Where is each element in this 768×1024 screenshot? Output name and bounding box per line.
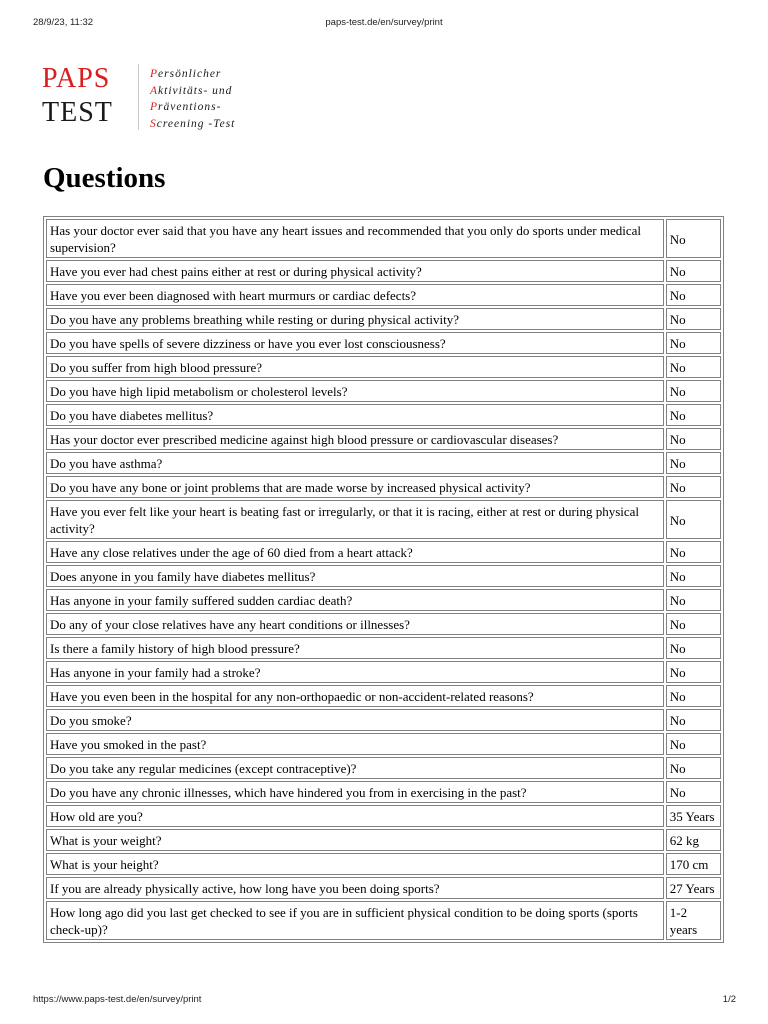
- paps-test-logo: [42, 62, 282, 134]
- logo-wordmark: [42, 62, 130, 132]
- logo-tagline: [150, 66, 290, 132]
- answer-cell: No: [666, 452, 721, 474]
- tagline-line: Persönlicher: [150, 68, 222, 80]
- question-cell: Have you ever been diagnosed with heart murmurs or cardiac defects?: [46, 284, 664, 306]
- answer-cell: No: [666, 685, 721, 707]
- tagline-line: Präventions-: [150, 101, 222, 113]
- table-row: [46, 685, 721, 707]
- table-row: [46, 733, 721, 755]
- page-number: 1/2: [722, 994, 736, 1005]
- footer-url: https://www.paps-test.de/en/survey/print: [33, 994, 202, 1005]
- table-row: [46, 404, 721, 426]
- answer-cell: No: [666, 541, 721, 563]
- answer-cell: No: [666, 589, 721, 611]
- answer-cell: 27 Years: [666, 877, 721, 899]
- table-row: [46, 356, 721, 378]
- answer-cell: No: [666, 637, 721, 659]
- answer-cell: No: [666, 781, 721, 803]
- table-row: [46, 637, 721, 659]
- tagline-line: Screening -Test: [150, 117, 236, 130]
- question-cell: Have you smoked in the past?: [46, 733, 664, 755]
- table-row: [46, 308, 721, 330]
- tagline-line: Aktivitäts- und: [150, 84, 233, 97]
- table-row: [46, 428, 721, 450]
- question-cell: Is there a family history of high blood pressure?: [46, 637, 664, 659]
- answer-cell: No: [666, 476, 721, 498]
- question-cell: Do any of your close relatives have any heart conditions or illnesses?: [46, 613, 664, 635]
- table-row: [46, 219, 721, 258]
- question-cell: Has your doctor ever prescribed medicine against high blood pressure or cardiovascular diseases?: [46, 428, 664, 450]
- answer-cell: No: [666, 661, 721, 683]
- question-cell: What is your weight?: [46, 829, 664, 851]
- question-cell: How old are you?: [46, 805, 664, 827]
- print-datetime: 28/9/23, 11:32: [33, 17, 94, 28]
- answer-cell: No: [666, 757, 721, 779]
- table-row: [46, 565, 721, 587]
- print-footer: [0, 994, 768, 1008]
- question-cell: If you are already physically active, how long have you been doing sports?: [46, 877, 664, 899]
- question-cell: Do you have any chronic illnesses, which have hindered you from in exercising in the past?: [46, 781, 664, 803]
- answer-cell: No: [666, 284, 721, 306]
- question-cell: Do you have asthma?: [46, 452, 664, 474]
- question-cell: Do you have spells of severe dizziness or have you ever lost consciousness?: [46, 332, 664, 354]
- answer-cell: 62 kg: [666, 829, 721, 851]
- table-row: [46, 380, 721, 402]
- questions-table: [43, 216, 724, 943]
- question-cell: Has anyone in your family suffered sudden cardiac death?: [46, 589, 664, 611]
- table-row: [46, 757, 721, 779]
- logo-brand-top: PAPS: [42, 63, 111, 94]
- print-url: paps-test.de/en/survey/print: [325, 17, 443, 28]
- question-cell: Have you even been in the hospital for any non-orthopaedic or non-accident-related reasons?: [46, 685, 664, 707]
- answer-cell: No: [666, 565, 721, 587]
- answer-cell: No: [666, 380, 721, 402]
- table-row: [46, 877, 721, 899]
- table-row: [46, 541, 721, 563]
- logo-divider: [138, 64, 139, 130]
- table-row: [46, 332, 721, 354]
- table-row: [46, 661, 721, 683]
- question-cell: Do you suffer from high blood pressure?: [46, 356, 664, 378]
- table-row: [46, 613, 721, 635]
- question-cell: Has anyone in your family had a stroke?: [46, 661, 664, 683]
- question-cell: Do you have any problems breathing while resting or during physical activity?: [46, 308, 664, 330]
- table-row: [46, 805, 721, 827]
- answer-cell: No: [666, 332, 721, 354]
- table-row: [46, 260, 721, 282]
- question-cell: What is your height?: [46, 853, 664, 875]
- table-row: [46, 589, 721, 611]
- table-row: [46, 284, 721, 306]
- answer-cell: No: [666, 733, 721, 755]
- table-row: [46, 901, 721, 940]
- answer-cell: 1-2 years: [666, 901, 721, 940]
- question-cell: Has your doctor ever said that you have any heart issues and recommended that you only do sports under medical supervision?: [46, 219, 664, 258]
- answer-cell: No: [666, 709, 721, 731]
- question-cell: Do you smoke?: [46, 709, 664, 731]
- table-row: [46, 452, 721, 474]
- answer-cell: No: [666, 260, 721, 282]
- question-cell: Do you have high lipid metabolism or cholesterol levels?: [46, 380, 664, 402]
- question-cell: Do you have any bone or joint problems that are made worse by increased physical activity?: [46, 476, 664, 498]
- table-row: [46, 709, 721, 731]
- answer-cell: 35 Years: [666, 805, 721, 827]
- print-header: [0, 17, 768, 31]
- answer-cell: No: [666, 219, 721, 258]
- table-row: [46, 476, 721, 498]
- answer-cell: No: [666, 356, 721, 378]
- question-cell: Does anyone in you family have diabetes mellitus?: [46, 565, 664, 587]
- question-cell: Have any close relatives under the age of 60 died from a heart attack?: [46, 541, 664, 563]
- answer-cell: No: [666, 404, 721, 426]
- question-cell: Do you have diabetes mellitus?: [46, 404, 664, 426]
- question-cell: Do you take any regular medicines (except contraceptive)?: [46, 757, 664, 779]
- answer-cell: No: [666, 500, 721, 539]
- question-cell: How long ago did you last get checked to see if you are in sufficient physical condition to be doing sports (sports check-up)?: [46, 901, 664, 940]
- question-cell: Have you ever felt like your heart is beating fast or irregularly, or that it is racing, either at rest or during physical activity?: [46, 500, 664, 539]
- question-cell: Have you ever had chest pains either at rest or during physical activity?: [46, 260, 664, 282]
- answer-cell: No: [666, 613, 721, 635]
- answer-cell: 170 cm: [666, 853, 721, 875]
- table-row: [46, 853, 721, 875]
- table-row: [46, 500, 721, 539]
- page-title: Questions: [43, 162, 166, 194]
- logo-brand-bottom: TEST: [42, 97, 113, 128]
- table-row: [46, 829, 721, 851]
- table-row: [46, 781, 721, 803]
- answer-cell: No: [666, 428, 721, 450]
- answer-cell: No: [666, 308, 721, 330]
